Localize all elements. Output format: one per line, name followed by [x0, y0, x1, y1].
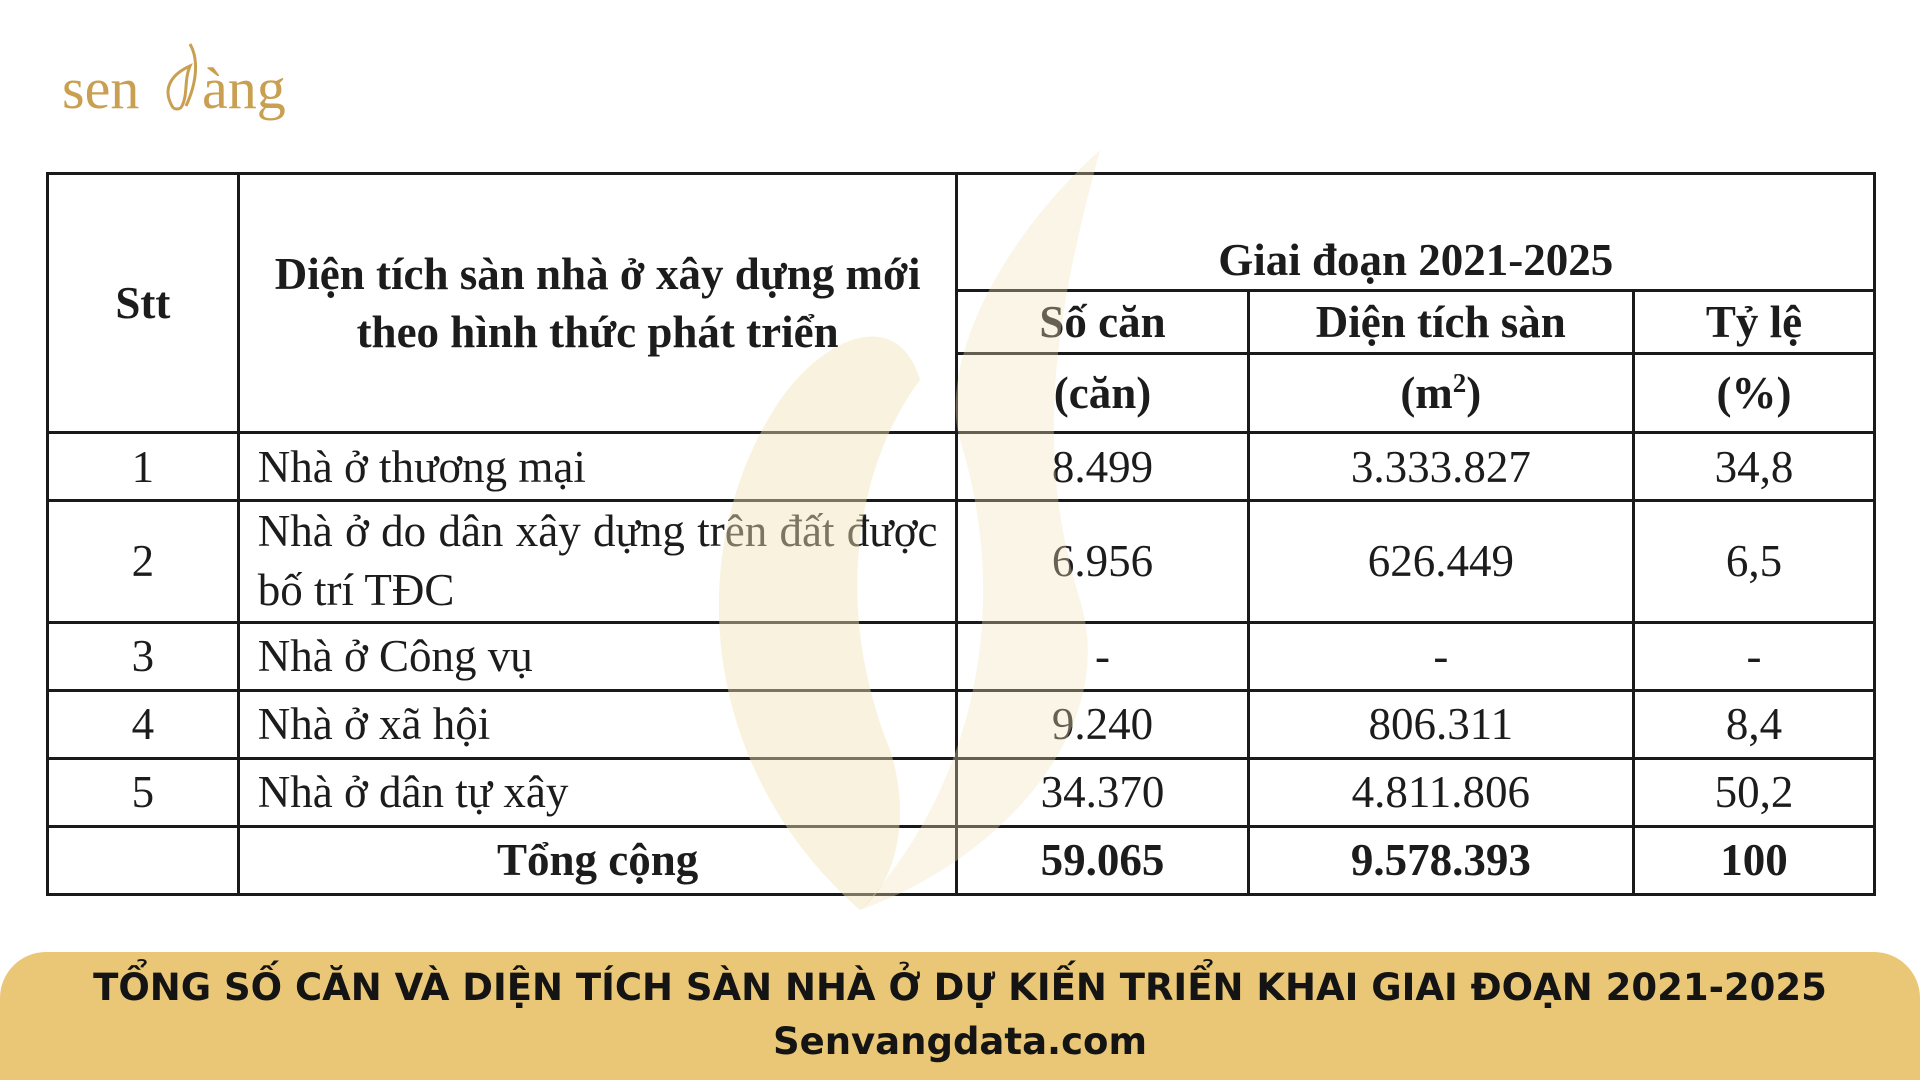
total-area: 9.578.393 — [1248, 826, 1633, 894]
row-ratio: - — [1634, 622, 1875, 690]
row-stt: 4 — [48, 690, 239, 758]
table-row — [48, 622, 1875, 690]
table-row — [48, 690, 1875, 758]
header-ratio-unit: (%) — [1634, 354, 1875, 433]
banner-title: TỔNG SỐ CĂN VÀ DIỆN TÍCH SÀN NHÀ Ở DỰ KIẾN TRIỂN KHAI GIAI ĐOẠN 2021-2025 — [93, 966, 1827, 1009]
row-ratio: 50,2 — [1634, 758, 1875, 826]
row-stt: 1 — [48, 433, 239, 501]
area-unit-prefix: (m — [1400, 368, 1453, 418]
row-units: 34.370 — [957, 758, 1248, 826]
total-ratio: 100 — [1634, 826, 1875, 894]
footer-banner — [0, 952, 1920, 1080]
row-stt: 5 — [48, 758, 239, 826]
row-area: - — [1248, 622, 1633, 690]
row-name: Nhà ở Công vụ — [238, 622, 957, 690]
row-units: 6.956 — [957, 501, 1248, 623]
header-ratio-label: Tỷ lệ — [1634, 291, 1875, 354]
row-units: 9.240 — [957, 690, 1248, 758]
row-name: Nhà ở xã hội — [238, 690, 957, 758]
svg-text:àng: àng — [202, 56, 286, 121]
row-area: 626.449 — [1248, 501, 1633, 623]
row-area: 3.333.827 — [1248, 433, 1633, 501]
row-area: 4.811.806 — [1248, 758, 1633, 826]
table-row — [48, 501, 1875, 623]
banner-website: Senvangdata.com — [772, 1020, 1148, 1063]
row-stt: 2 — [48, 501, 239, 623]
table-row — [48, 758, 1875, 826]
header-area-label: Diện tích sàn — [1248, 291, 1633, 354]
header-units-unit: (căn) — [957, 354, 1248, 433]
header-description: Diện tích sàn nhà ở xây dựng mới theo hình thức phát triển — [238, 174, 957, 433]
area-unit-superscript: 2 — [1452, 368, 1467, 398]
row-ratio: 34,8 — [1634, 433, 1875, 501]
total-label: Tổng cộng — [238, 826, 957, 894]
header-area-unit — [1248, 354, 1633, 433]
row-name: Nhà ở thương mại — [238, 433, 957, 501]
header-units-label: Số căn — [957, 291, 1248, 354]
total-row — [48, 826, 1875, 894]
total-stt — [48, 826, 239, 894]
total-units: 59.065 — [957, 826, 1248, 894]
row-stt: 3 — [48, 622, 239, 690]
row-ratio: 8,4 — [1634, 690, 1875, 758]
row-name: Nhà ở dân tự xây — [238, 758, 957, 826]
row-units: 8.499 — [957, 433, 1248, 501]
row-ratio: 6,5 — [1634, 501, 1875, 623]
header-stt: Stt — [48, 174, 239, 433]
housing-table — [46, 172, 1876, 896]
row-name: Nhà ở do dân xây dựng trên đất được bố trí TĐC — [238, 501, 957, 623]
table-row — [48, 433, 1875, 501]
header-period: Giai đoạn 2021-2025 — [957, 174, 1875, 291]
brand-logo — [62, 36, 332, 136]
row-area: 806.311 — [1248, 690, 1633, 758]
area-unit-suffix: ) — [1466, 368, 1482, 418]
row-units: - — [957, 622, 1248, 690]
svg-text:sen: sen — [62, 56, 140, 121]
